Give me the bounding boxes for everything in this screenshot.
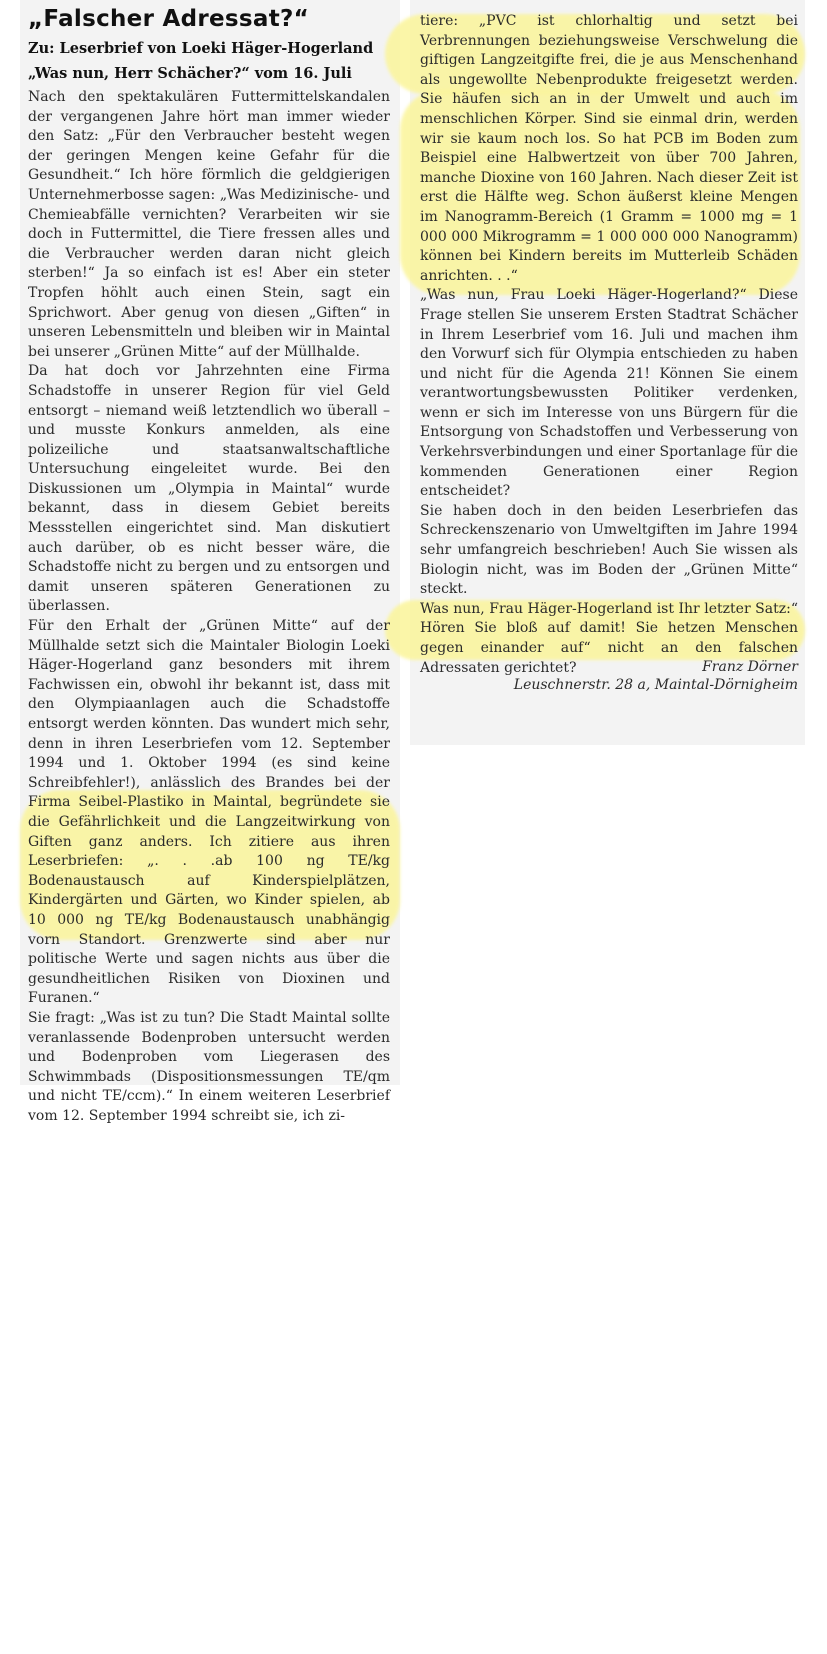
paragraph: tiere: „PVC ist chlorhaltig und setzt bei Verbrennungen beziehungsweise Verschwelung die giftigen Langzeitgifte frei, die je aus Menschenhand als ungewollte Nebenprodukte freigesetzt werden. Sie häufen sich an in der Umwelt und auch im menschlichen Körper. Sind sie einmal drin, werden wir sie kaum noch los. So hat PCB im Boden zum Beispiel eine Halbwertzeit von über 700 Jahren, manche Dioxine von 160 Jahren. Nach dieser Zeit ist erst die Hälfte weg. Schon äußerst kleine Mengen im Nanogramm-Bereich (1 Gramm = 1000 mg = 1 000 000 Mikrogramm = 1 000 000 000 Nanogramm) können bei Kindern bereits im Mutterleib Schäden anrichten. . .“ bbox=[420, 13, 798, 284]
paragraph: „Was nun, Frau Loeki Häger-Hogerland?“ Diese Frage stellen Sie unserem Ersten Stadtrat Schächer in Ihrem Leserbrief vom 16. Juli und machen ihm den Vorwurf sich für Olympia entschieden zu haben und nicht für die Agenda 21! Können Sie einem verantwortungsbewussten Politiker verdenken, wenn er sich im Interesse von uns Bürgern für die Entsorgung von Schadstoffen und Verbesserung von Verkehrsverbindungen und einer Sportanlage für die kommenden Generationen einer Region entscheidet? bbox=[420, 287, 798, 500]
paragraph: Nach den spektakulären Futtermittelskandalen der vergangenen Jahre hört man immer wieder den Satz: „Für den Verbraucher besteht wegen der geringen Mengen keine Gefahr für die Gesundheit.“ Ich höre förmlich die geldgierigen Unternehmerbosse sagen: „Was Medizinische- und Chemieabfälle vernichten? Verarbeiten wir sie doch in Futtermittel, die Tiere fressen alles und die Verbraucher werden daran nicht gleich sterben!“ Ja so einfach ist es! Aber ein steter Tropfen höhlt auch einen Stein, sagt ein Sprichwort. Aber genug von diesen „Giften“ in unseren Lebensmitteln und bleiben wir in Maintal bei unserer „Grünen Mitte“ auf der Müllhalde. bbox=[28, 89, 390, 360]
paragraph: Was nun, Frau Häger-Hogerland ist Ihr letzter Satz:“ Hören Sie bloß auf damit! Sie hetzen Menschen gegen einander auf“ nicht an den falschen Adressaten gerichtet? bbox=[420, 600, 798, 676]
left-column bbox=[28, 6, 390, 1126]
article-headline: „Falscher Adressat?“ bbox=[28, 6, 310, 32]
article-subhead-line1: Zu: Leserbrief von Loeki Häger-Hogerland bbox=[28, 40, 374, 57]
author-name: Franz Dörner bbox=[702, 659, 798, 676]
paragraph: Da hat doch vor Jahrzehnten eine Firma Schadstoffe in unserer Region für viel Geld entsorgt – niemand weiß letztendlich wo überall – und musste Konkurs anmelden, als eine polizeiliche und staatsanwaltschaftliche Untersuchung eingeleitet wurde. Bei den Diskussionen um „Olympia in Maintal“ wurde bekannt, dass in diesem Gebiet bereits Messstellen eingerichtet sind. Man diskutiert auch darüber, ob es nicht besser wäre, die Schadstoffe nicht zu bergen und zu entsorgen und damit unseren späteren Generationen zu überlassen. bbox=[28, 363, 390, 615]
paragraph: Sie haben doch in den beiden Leserbriefen das Schreckenszenario von Umweltgiften im Jahre 1994 sehr umfangreich beschrieben! Auch Sie wissen als Biologin nicht, was im Boden der „Grünen Mitte“ steckt. bbox=[420, 502, 798, 598]
right-column bbox=[420, 12, 798, 693]
author-address: Leuschnerstr. 28 a, Maintal-Dörnigheim bbox=[513, 677, 798, 694]
paragraph: Für den Erhalt der „Grünen Mitte“ auf der Müllhalde setzt sich die Maintaler Biologin Loeki Häger-Hogerland ganz besonders mit ihrem Fachwissen ein, obwohl ihr bekannt ist, dass mit den Olympiaanlagen auch die Schadstoffe entsorgt werden könnten. Das wundert mich sehr, denn in ihren Leserbriefen vom 12. September 1994 und 1. Oktober 1994 (es sind keine Schreibfehler!), anlässlich des Brandes bei der Firma Seibel-Plastiko in Maintal, begründete sie die Gefährlichkeit und die Langzeitwirkung von Giften ganz anders. Ich zitiere aus ihren Leserbriefen: „. . .ab 100 ng TE/kg Bodenaustausch auf Kinderspielplätzen, Kindergärten und Gärten, wo Kinder spielen, ab 10 000 ng TE/kg Bodenaustausch unabhängig vorn Standort. Grenzwerte sind aber nur politische Werte und sagen nichts aus über die gesundheitlichen Risiken von Dioxinen und Furanen.“ bbox=[28, 618, 390, 1007]
paragraph: Sie fragt: „Was ist zu tun? Die Stadt Maintal sollte veranlassende Bodenproben untersucht werden und Bodenproben vom Liegerasen des Schwimmbads (Dispositionsmessungen TE/qm und nicht TE/ccm).“ In einem weiteren Leserbrief vom 12. September 1994 schreibt sie, ich zi- bbox=[28, 1009, 390, 1124]
article-subhead-line2: „Was nun, Herr Schächer?“ vom 16. Juli bbox=[28, 65, 352, 82]
